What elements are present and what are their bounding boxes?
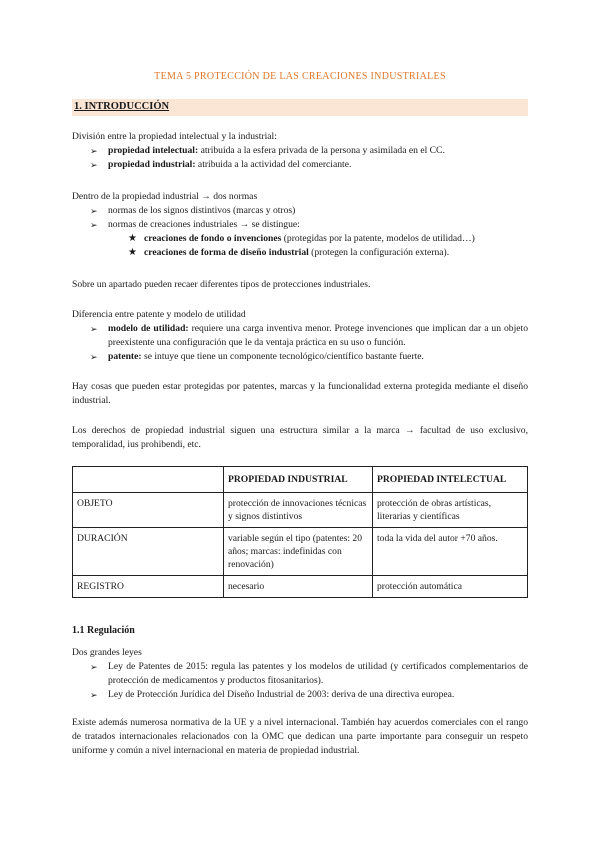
- arrow-bullet-icon: ➢: [90, 662, 98, 672]
- arrow-bullet-icon: ➢: [90, 220, 98, 230]
- comparison-table: [72, 466, 528, 598]
- arrow-bullet-icon: ➢: [90, 206, 98, 216]
- table-header-row: [73, 467, 528, 493]
- sub-list-item: [72, 232, 528, 246]
- term: modelo de utilidad:: [108, 323, 189, 334]
- table-row: [73, 493, 528, 528]
- table-cell: necesario: [224, 576, 373, 598]
- paragraph-text: Hay cosas que pueden estar protegidas por patentes, marcas y la funcionalidad externa protegida mediante el diseño industrial.: [72, 381, 528, 406]
- definition: atribuida a la actividad del comerciante.: [195, 159, 352, 170]
- subsection-heading: 1.1 Regulación: [72, 625, 135, 636]
- table-row: [73, 528, 528, 576]
- table-cell: REGISTRO: [73, 576, 224, 598]
- list-text: Ley de Protección Jurídica del Diseño Industrial de 2003: deriva de una directiva europea.: [108, 689, 455, 700]
- section-heading-bar: [72, 99, 528, 116]
- definition: (protegen la configuración externa).: [308, 247, 450, 258]
- term: patente:: [108, 351, 142, 362]
- list-item: [72, 350, 528, 364]
- term: creaciones de fondo o invenciones: [144, 233, 282, 244]
- section-heading: 1. INTRODUCCIÓN: [74, 101, 170, 112]
- list-item: [72, 204, 528, 218]
- list-text: normas de creaciones industriales → se distingue:: [108, 219, 300, 230]
- paragraph-text: Dos grandes leyes: [72, 647, 142, 658]
- paragraph-text: Existe además numerosa normativa de la UE y a nivel internacional. También hay acuerdos comerciales con el rango de tratados internacionales relacionados con la OMC que dedican una parte importante para conseguir un respeto uniforme y común a nivel internacional en materia de propiedad industrial.: [72, 717, 528, 756]
- table-cell: OBJETO: [73, 493, 224, 528]
- list-item: [72, 660, 528, 688]
- term: propiedad industrial:: [108, 159, 196, 170]
- table-header-cell: [73, 467, 224, 493]
- paragraph-norms: [72, 190, 528, 260]
- list-text: normas de los signos distintivos (marcas y otros): [108, 205, 296, 216]
- paragraph-text: Los derechos de propiedad industrial siguen una estructura similar a la marca → facultad de uso exclusivo, temporalidad, ius prohibendi, etc.: [72, 425, 528, 450]
- arrow-bullet-icon: ➢: [90, 352, 98, 362]
- star-icon: ★: [128, 247, 137, 258]
- paragraph-intro: [72, 130, 528, 172]
- definition: requiere una carga inventiva menor. Protege invenciones que implican dar a un objeto preexistente una configuración que le da ventaja práctica en su uso o función.: [108, 323, 528, 348]
- paragraph-text: Diferencia entre patente y modelo de utilidad: [72, 309, 246, 320]
- list-text: Ley de Patentes de 2015: regula las patentes y los modelos de utilidad (y certificados complementarios de protección de medicamentos y productos fitosanitarios).: [108, 661, 528, 686]
- sub-list-item: [72, 246, 528, 260]
- list-item: [72, 218, 528, 232]
- definition: atribuida a la esfera privada de la persona y asimilada en el CC.: [198, 145, 445, 156]
- definition: se intuye que tiene un componente tecnológico/científico bastante fuerte.: [141, 351, 424, 362]
- table-cell: variable según el tipo (patentes: 20 años; marcas: indefinidas con renovación): [224, 528, 373, 576]
- document-title: TEMA 5 PROTECCIÓN DE LAS CREACIONES INDUSTRIALES: [154, 71, 446, 82]
- list-item: [72, 688, 528, 702]
- list-item: [72, 158, 528, 172]
- paragraph-difference: [72, 308, 528, 364]
- term: creaciones de forma de diseño industrial: [144, 247, 309, 258]
- term: propiedad intelectual:: [108, 145, 199, 156]
- arrow-bullet-icon: ➢: [90, 160, 98, 170]
- table-row: [73, 576, 528, 598]
- arrow-bullet-icon: ➢: [90, 690, 98, 700]
- star-icon: ★: [128, 233, 137, 244]
- table-cell: protección de obras artísticas, literarias y científicas: [373, 493, 528, 528]
- paragraph-text: Sobre un apartado pueden recaer diferentes tipos de protecciones industriales.: [72, 279, 371, 290]
- table-cell: toda la vida del autor +70 años.: [373, 528, 528, 576]
- table-header-cell: PROPIEDAD INTELECTUAL: [373, 467, 528, 493]
- paragraph-laws: [72, 646, 528, 702]
- table-header-cell: PROPIEDAD INDUSTRIAL: [224, 467, 373, 493]
- arrow-bullet-icon: ➢: [90, 324, 98, 334]
- list-item: [72, 144, 528, 158]
- paragraph-text: División entre la propiedad intelectual y la industrial:: [72, 131, 277, 142]
- table-cell: protección automática: [373, 576, 528, 598]
- table-cell: protección de innovaciones técnicas y signos distintivos: [224, 493, 373, 528]
- arrow-bullet-icon: ➢: [90, 146, 98, 156]
- table-cell: DURACIÓN: [73, 528, 224, 576]
- paragraph-text: Dentro de la propiedad industrial → dos normas: [72, 191, 258, 202]
- definition: (protegidas por la patente, modelos de utilidad…): [281, 233, 475, 244]
- list-item: [72, 322, 528, 350]
